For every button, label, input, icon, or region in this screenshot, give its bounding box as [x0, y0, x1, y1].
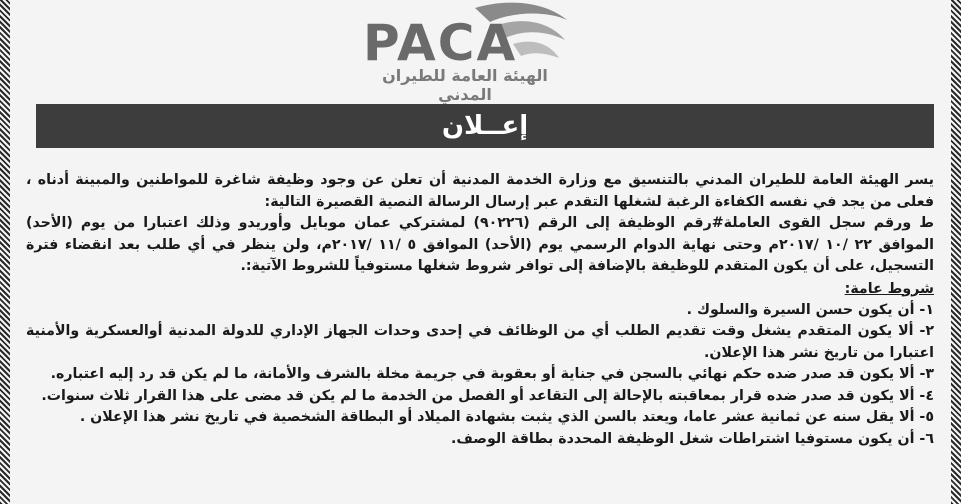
announcement-body — [26, 170, 934, 450]
sms-instructions-paragraph: ط ورقم سجل القوى العاملة#رقم الوظيفة إلى الرقم (٩٠٢٢٦) لمشتركي عمان موبايل وأوريدو وذلك اعتبارا من يوم (الأحد) الموافق ٢٢ /١٠ /٢٠١٧م وحتى نهاية الدوام الرسمي يوم (الأحد) الموافق ٥ /١١ /٢٠١٧م، ولن ينظر في أي طلب بعد انقضاء فترة التسجيل، على أن يكون المتقدم للوظيفة بالإضافة إلى توافر شروط شغلها مستوفياً للشروط الآتية:. — [26, 215, 935, 274]
intro-paragraph: يسر الهيئة العامة للطيران المدني بالتنسيق مع وزارة الخدمة المدنية أن تعلن عن وجود وظيفة شاغرة للمواطنين والمبينة أدناه ، فعلى من يجد في نفسه الكفاءة الرغبة لشغلها التقدم عبر إرسال الرسالة النصية القصيرة التالية: — [26, 172, 934, 210]
banner-title: إعــلان — [441, 111, 529, 141]
condition-item: ٣- ألا يكون قد صدر ضده حكم نهائي بالسجن في جناية أو بعقوبة في جريمة مخلة بالشرف والأمانة، ما لم يكن قد رد إليه اعتباره. — [50, 366, 934, 382]
paca-logo — [345, 0, 585, 104]
announcement-banner — [36, 104, 934, 148]
condition-item: ٤- ألا يكون قد صدر ضده قرار بمعاقبته بالإحالة إلى التقاعد أو الفصل من الخدمة ما لم يكن قد مضى على هذا القرار ثلاث سنوات. — [41, 387, 934, 404]
decorative-border-left — [0, 0, 10, 504]
condition-item: ٦- أن يكون مستوفيا اشتراطات شغل الوظيفة المحددة بطاقة الوصف. — [450, 430, 934, 447]
logo-arabic-name: الهيئة العامة للطيران المدني — [382, 66, 548, 104]
conditions-list — [26, 300, 934, 451]
logo-brand-text: PACA — [363, 14, 518, 72]
condition-item: ١- أن يكون حسن السيرة والسلوك . — [686, 301, 934, 318]
general-conditions-heading: شروط عامة: — [844, 280, 934, 297]
condition-item: ٢- ألا يكون المتقدم يشغل وقت تقديم الطلب أي من الوظائف في إحدى وحدات الجهاز الإداري للدولة المدنية أوالعسكرية والأمنية اعتبارا من تاريخ نشر هذا الإعلان. — [26, 323, 934, 361]
condition-item: ٥- ألا يقل سنه عن ثمانية عشر عاما، ويعتد بالسن الذي يثبت بشهادة الميلاد أو البطاقة الشخصية في تاريخ نشر هذا الإعلان . — [79, 409, 934, 425]
decorative-border-right — [951, 0, 961, 504]
